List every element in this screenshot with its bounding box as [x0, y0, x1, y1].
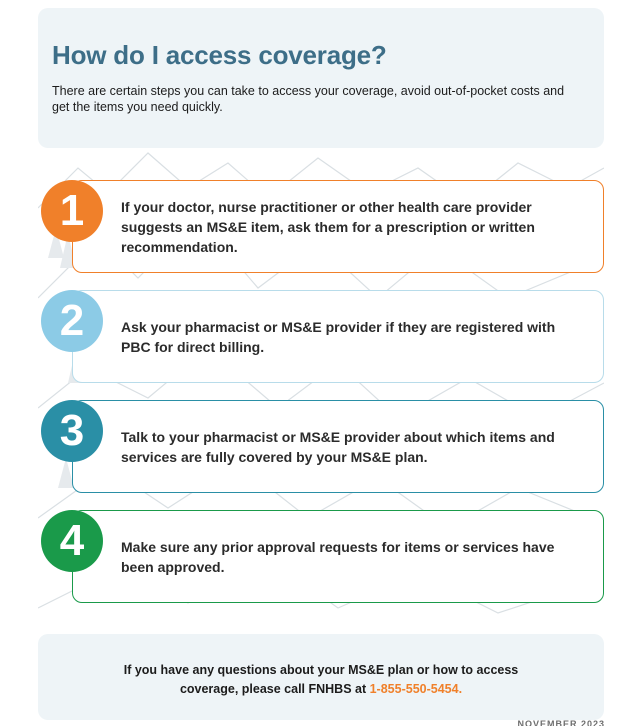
header-panel	[38, 8, 604, 148]
step-card-2	[72, 290, 604, 383]
page-title: How do I access coverage?	[52, 40, 387, 70]
step-3-number: 3	[59, 406, 85, 455]
footer-line-1: If you have any questions about your MS&E plan or how to access	[123, 663, 519, 677]
footer-line-2: coverage, please call FNHBS at	[179, 682, 370, 696]
step-1-number: 1	[59, 186, 85, 235]
step-1-number-badge	[41, 180, 103, 242]
step-4-number-badge	[41, 510, 103, 572]
step-4-number: 4	[59, 516, 85, 565]
footer-contact-text	[38, 661, 604, 699]
step-4-text: Make sure any prior approval requests for items or services have been approved.	[121, 538, 555, 575]
step-1-text: If your doctor, nurse practitioner or other health care provider suggests an MS&E item, ask them for a prescription or written recommendation.	[121, 198, 535, 255]
step-2-number: 2	[59, 296, 85, 345]
step-card-4	[72, 510, 604, 603]
step-card-1	[72, 180, 604, 273]
phone-number-link[interactable]: 1-855-550-5454.	[369, 682, 463, 696]
date-label: NOVEMBER 2023	[517, 719, 605, 726]
intro-text: There are certain steps you can take to access your coverage, avoid out-of-pocket costs and get the items you need quickly.	[52, 84, 565, 114]
step-2-number-badge	[41, 290, 103, 352]
step-card-3	[72, 400, 604, 493]
step-2-text: Ask your pharmacist or MS&E provider if they are registered with PBC for direct billing.	[121, 318, 556, 355]
step-3-text: Talk to your pharmacist or MS&E provider about which items and services are fully covered by your MS&E plan.	[121, 428, 555, 465]
step-3-number-badge	[41, 400, 103, 462]
footer-panel	[38, 634, 604, 720]
